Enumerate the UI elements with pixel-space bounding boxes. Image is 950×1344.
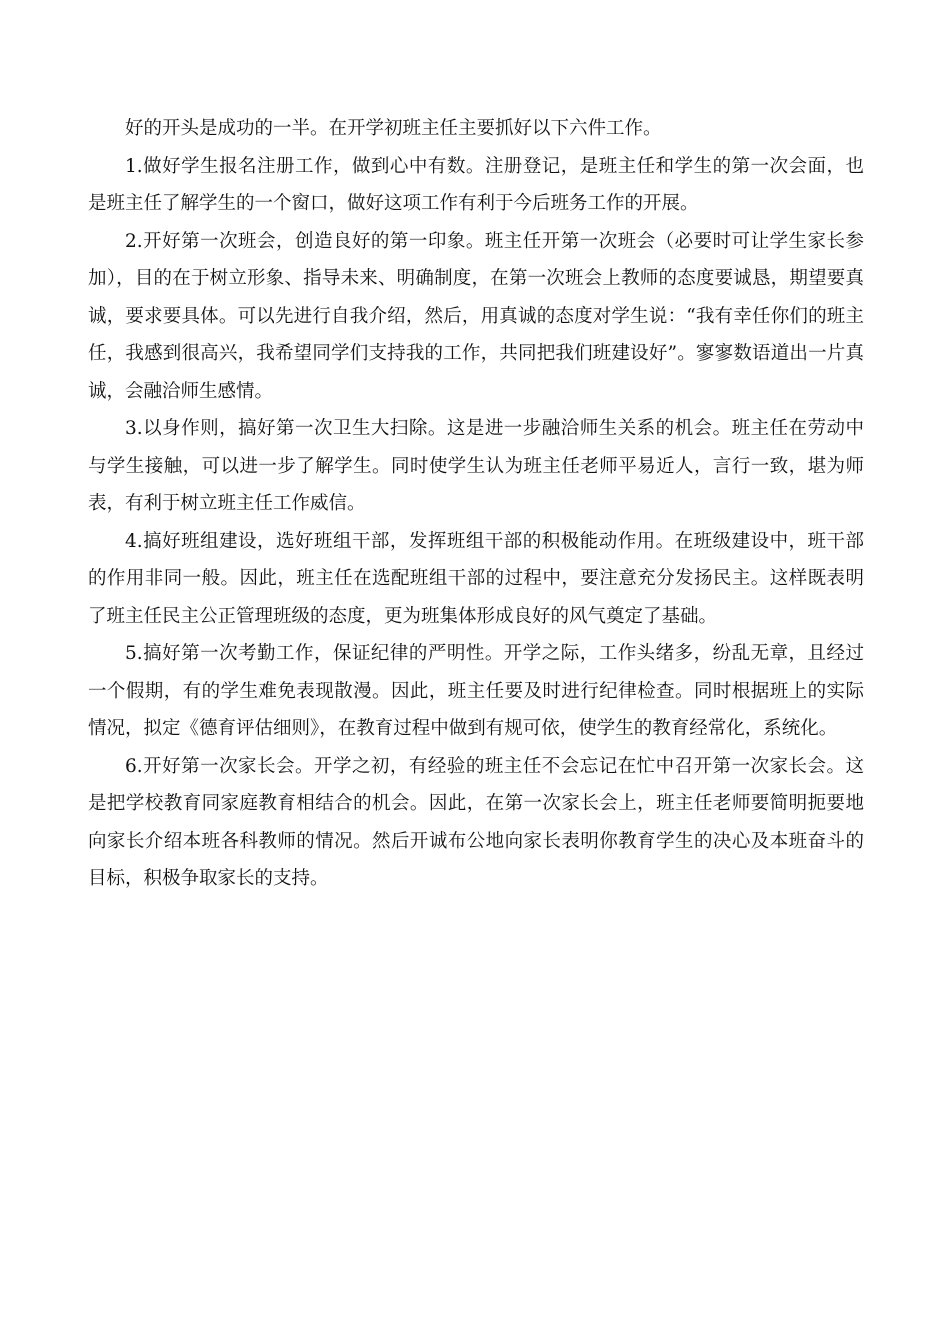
- paragraph-item-2: 2.开好第一次班会，创造良好的第一印象。班主任开第一次班会（必要时可让学生家长参加），目的在于树立形象、指导未来、明确制度，在第一次班会上教师的态度要诚恳，期望要真诚，要求要具体。可以先进行自我介绍，然后，用真诚的态度对学生说：“我有幸任你们的班主任，我感到很高兴，我希望同学们支持我的工作，共同把我们班建设好”。寥寥数语道出一片真诚，会融洽师生感情。: [88, 230, 864, 402]
- paragraph-item-4: 4.搞好班组建设，选好班组干部，发挥班组干部的积极能动作用。在班级建设中，班干部的作用非同一般。因此，班主任在选配班组干部的过程中，要注意充分发扬民主。这样既表明了班主任民主公正管理班级的态度，更为班集体形成良好的风气奠定了基础。: [88, 530, 864, 627]
- intro-paragraph: 好的开头是成功的一半。在开学初班主任主要抓好以下六件工作。: [125, 118, 662, 139]
- paragraph-item-1: 1.做好学生报名注册工作，做到心中有数。注册登记，是班主任和学生的第一次会面，也是班主任了解学生的一个窗口，做好这项工作有利于今后班务工作的开展。: [88, 155, 864, 214]
- paragraph-item-6: 6.开好第一次家长会。开学之初，有经验的班主任不会忘记在忙中召开第一次家长会。这是把学校教育同家庭教育相结合的机会。因此，在第一次家长会上，班主任老师要简明扼要地向家长介绍本班各科教师的情况。然后开诚布公地向家长表明你教育学生的决心及本班奋斗的目标，积极争取家长的支持。: [88, 755, 864, 889]
- paragraph-item-5: 5.搞好第一次考勤工作，保证纪律的严明性。开学之际，工作头绪多，纷乱无章，且经过一个假期，有的学生难免表现散漫。因此，班主任要及时进行纪律检查。同时根据班上的实际情况，拟定《德育评估细则》，在教育过程中做到有规可依，使学生的教育经常化，系统化。: [88, 643, 864, 739]
- paragraph-item-3: 3.以身作则，搞好第一次卫生大扫除。这是进一步融洽师生关系的机会。班主任在劳动中与学生接触，可以进一步了解学生。同时使学生认为班主任老师平易近人，言行一致，堪为师表，有利于树立班主任工作威信。: [88, 418, 864, 514]
- document-body: [88, 110, 864, 898]
